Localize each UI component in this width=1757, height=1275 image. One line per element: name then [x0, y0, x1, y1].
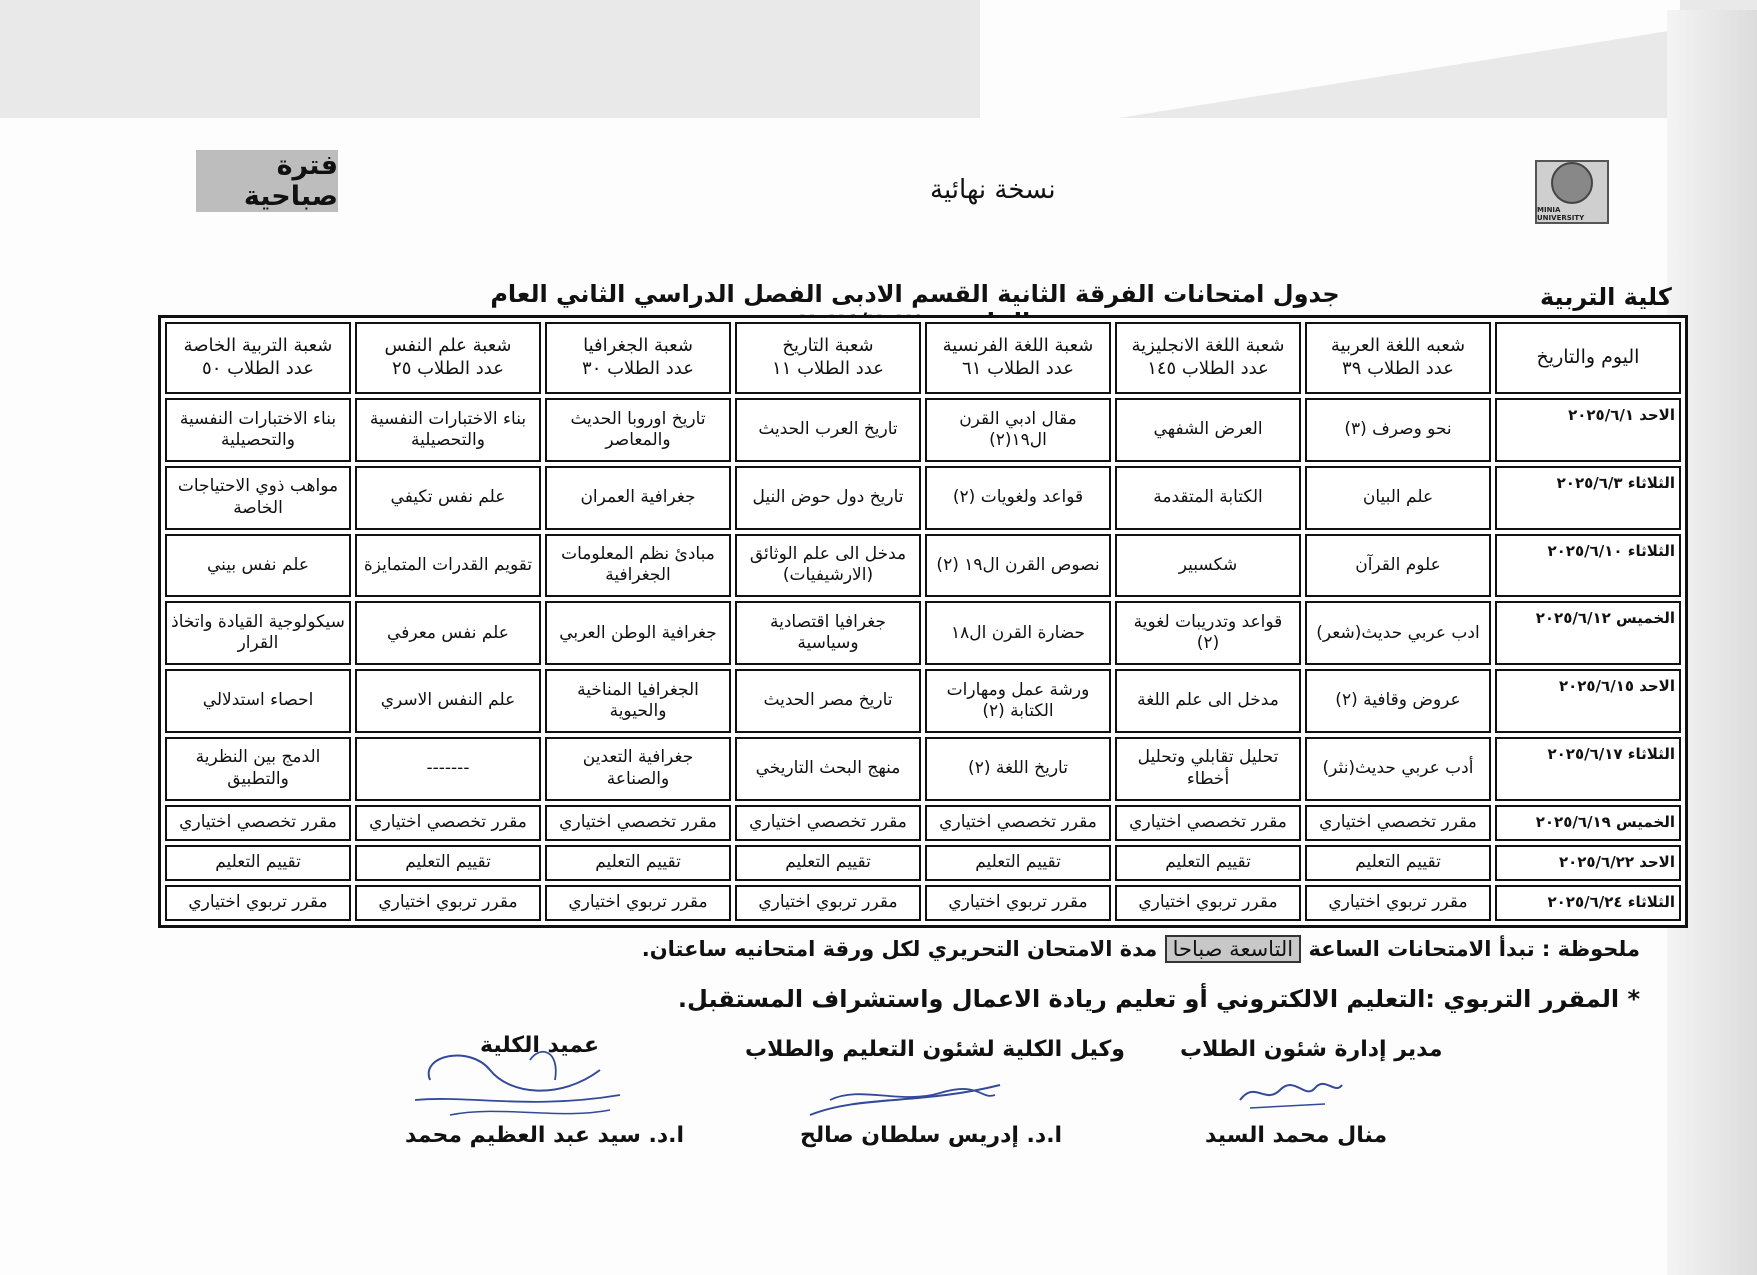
exam-date-cell: الثلاثاء ٢٠٢٥/٦/٢٤ — [1495, 885, 1681, 921]
exam-subject-cell: تقييم التعليم — [1305, 845, 1491, 881]
exam-subject-cell: تاريخ العرب الحديث — [735, 398, 921, 462]
exam-subject-cell: مواهب ذوي الاحتياجات الخاصة — [165, 466, 351, 530]
signature-title-dean: عميد الكلية — [480, 1033, 600, 1058]
exam-subject-cell: جغرافية الوطن العربي — [545, 601, 731, 665]
exam-subject-cell: علم النفس الاسري — [355, 669, 541, 733]
exam-subject-cell: تاريخ اللغة (٢) — [925, 737, 1111, 801]
signature-title-student-affairs: مدير إدارة شئون الطلاب — [1180, 1037, 1443, 1062]
exam-subject-cell: مقرر تخصصي اختياري — [925, 805, 1111, 841]
exam-subject-cell: مقرر تربوي اختياري — [355, 885, 541, 921]
schedule-title: جدول امتحانات الفرقة الثانية القسم الادبى الفصل الدراسي الثاني العام — [490, 280, 1340, 308]
exam-subject-cell: تقويم القدرات المتمايزة — [355, 534, 541, 598]
note-start-time: التاسعة صباحا — [1165, 935, 1302, 963]
exam-subject-cell: الكتابة المتقدمة — [1115, 466, 1301, 530]
logo-emblem-icon — [1551, 162, 1593, 204]
exam-subject-cell: ادب عربي حديث(شعر) — [1305, 601, 1491, 665]
column-header: شعبه اللغة العربية عدد الطلاب ٣٩ — [1305, 322, 1491, 394]
exam-subject-cell: تقييم التعليم — [545, 845, 731, 881]
column-header: شعبة علم النفس عدد الطلاب ٢٥ — [355, 322, 541, 394]
exam-subject-cell: تقييم التعليم — [1115, 845, 1301, 881]
exam-date-cell: الخميس ٢٠٢٥/٦/١٩ — [1495, 805, 1681, 841]
exam-subject-cell: تقييم التعليم — [735, 845, 921, 881]
exam-subject-cell: علم نفس معرفي — [355, 601, 541, 665]
exam-subject-cell: مقرر تربوي اختياري — [735, 885, 921, 921]
signature-name-student-affairs: منال محمد السيد — [1205, 1123, 1388, 1148]
exam-time-note — [641, 935, 1640, 963]
exam-date-cell: الثلاثاء ٢٠٢٥/٦/١٧ — [1495, 737, 1681, 801]
logo-caption: MINIA UNIVERSITY — [1537, 206, 1585, 222]
exam-date-cell: الثلاثاء ٢٠٢٥/٦/٣ — [1495, 466, 1681, 530]
exam-subject-cell: علم نفس تكيفي — [355, 466, 541, 530]
exam-subject-cell: مقرر تربوي اختياري — [925, 885, 1111, 921]
exam-date-cell: الخميس ٢٠٢٥/٦/١٢ — [1495, 601, 1681, 665]
column-header: شعبة اللغة الفرنسية عدد الطلاب ٦١ — [925, 322, 1111, 394]
exam-subject-cell: العرض الشفهي — [1115, 398, 1301, 462]
exam-date-cell: الاحد ٢٠٢٥/٦/١٥ — [1495, 669, 1681, 733]
exam-subject-cell: مقرر تربوي اختياري — [165, 885, 351, 921]
exam-subject-cell: مقرر تربوي اختياري — [1115, 885, 1301, 921]
table-row — [165, 601, 1681, 665]
exam-subject-cell: مقرر تخصصي اختياري — [355, 805, 541, 841]
exam-subject-cell: الدمج بين النظرية والتطبيق — [165, 737, 351, 801]
exam-subject-cell: علوم القرآن — [1305, 534, 1491, 598]
exam-subject-cell: تاريخ اوروبا الحديث والمعاصر — [545, 398, 731, 462]
column-header: شعبة التربية الخاصة عدد الطلاب ٥٠ — [165, 322, 351, 394]
exam-subject-cell: الجغرافيا المناخية والحيوية — [545, 669, 731, 733]
final-copy-label: نسخة نهائية — [930, 175, 1056, 205]
table-row — [165, 885, 1681, 921]
morning-period-badge: فترة صباحية — [196, 150, 338, 212]
exam-subject-cell: تاريخ دول حوض النيل — [735, 466, 921, 530]
exam-subject-cell: قواعد ولغويات (٢) — [925, 466, 1111, 530]
exam-date-cell: الاحد ٢٠٢٥/٦/٢٢ — [1495, 845, 1681, 881]
handwritten-signature-student-affairs — [1230, 1070, 1350, 1115]
exam-subject-cell: مدخل الى علم اللغة — [1115, 669, 1301, 733]
column-header: شعبة التاريخ عدد الطلاب ١١ — [735, 322, 921, 394]
table-row — [165, 737, 1681, 801]
handwritten-signature-dean — [410, 1040, 630, 1130]
table-row — [165, 669, 1681, 733]
signature-title-vice-dean: وكيل الكلية لشئون التعليم والطلاب — [745, 1037, 1125, 1062]
exam-subject-cell: تاريخ مصر الحديث — [735, 669, 921, 733]
table-row — [165, 466, 1681, 530]
column-header: شعبة اللغة الانجليزية عدد الطلاب ١٤٥ — [1115, 322, 1301, 394]
exam-date-cell: الثلاثاء ٢٠٢٥/٦/١٠ — [1495, 534, 1681, 598]
exam-subject-cell: بناء الاختبارات النفسية والتحصيلية — [165, 398, 351, 462]
exam-subject-cell: سيكولوجية القيادة واتخاذ القرار — [165, 601, 351, 665]
exam-subject-cell: عروض وقافية (٢) — [1305, 669, 1491, 733]
exam-subject-cell: تحليل تقابلي وتحليل أخطاء — [1115, 737, 1301, 801]
table-row — [165, 398, 1681, 462]
table-row — [165, 805, 1681, 841]
handwritten-signature-vice-dean — [800, 1075, 1010, 1125]
table-row — [165, 845, 1681, 881]
exam-subject-cell: ورشة عمل ومهارات الكتابة (٢) — [925, 669, 1111, 733]
exam-subject-cell: جغرافية العمران — [545, 466, 731, 530]
exam-subject-cell: نحو وصرف (٣) — [1305, 398, 1491, 462]
exam-subject-cell: جغرافية التعدين والصناعة — [545, 737, 731, 801]
exam-subject-cell: مقرر تربوي اختياري — [1305, 885, 1491, 921]
exam-subject-cell: نصوص القرن ال١٩ (٢) — [925, 534, 1111, 598]
exam-subject-cell: منهج البحث التاريخي — [735, 737, 921, 801]
exam-subject-cell: مقرر تخصصي اختياري — [1305, 805, 1491, 841]
exam-subject-cell: شكسبير — [1115, 534, 1301, 598]
university-logo — [1535, 160, 1609, 224]
exam-subject-cell: علم البيان — [1305, 466, 1491, 530]
exam-subject-cell: مقرر تخصصي اختياري — [735, 805, 921, 841]
exam-subject-cell: تقييم التعليم — [355, 845, 541, 881]
table-header-row — [165, 322, 1681, 394]
date-column-header: اليوم والتاريخ — [1495, 322, 1681, 394]
exam-subject-cell: قواعد وتدريبات لغوية (٢) — [1115, 601, 1301, 665]
exam-schedule-table — [158, 315, 1688, 928]
note-text-end: مدة الامتحان التحريري لكل ورقة امتحانيه ساعتان. — [641, 937, 1158, 961]
exam-subject-cell: مقرر تربوي اختياري — [545, 885, 731, 921]
exam-subject-cell: مقرر تخصصي اختياري — [165, 805, 351, 841]
note-text-start: ملحوظة : تبدأ الامتحانات الساعة — [1308, 937, 1640, 961]
exam-subject-cell: تقييم التعليم — [165, 845, 351, 881]
exam-subject-cell: احصاء استدلالي — [165, 669, 351, 733]
exam-subject-cell: ------- — [355, 737, 541, 801]
exam-subject-cell: مقرر تخصصي اختياري — [545, 805, 731, 841]
column-header: شعبة الجغرافيا عدد الطلاب ٣٠ — [545, 322, 731, 394]
exam-subject-cell: بناء الاختبارات النفسية والتحصيلية — [355, 398, 541, 462]
exam-subject-cell: مدخل الى علم الوثائق (الارشيفيات) — [735, 534, 921, 598]
exam-subject-cell: علم نفس بيني — [165, 534, 351, 598]
exam-subject-cell: حضارة القرن ال١٨ — [925, 601, 1111, 665]
signature-name-vice-dean: ا.د. إدريس سلطان صالح — [800, 1123, 1063, 1148]
exam-subject-cell: جغرافيا اقتصادية وسياسية — [735, 601, 921, 665]
faculty-name: كلية التربية — [1540, 283, 1672, 311]
exam-subject-cell: مقرر تخصصي اختياري — [1115, 805, 1301, 841]
signature-name-dean: ا.د. سيد عبد العظيم محمد — [405, 1123, 685, 1148]
exam-subject-cell: مقال ادبي القرن ال١٩(٢) — [925, 398, 1111, 462]
exam-date-cell: الاحد ٢٠٢٥/٦/١ — [1495, 398, 1681, 462]
exam-subject-cell: أدب عربي حديث(نثر) — [1305, 737, 1491, 801]
exam-subject-cell: تقييم التعليم — [925, 845, 1111, 881]
education-course-note: * المقرر التربوي :التعليم الالكتروني أو تعليم ريادة الاعمال واستشراف المستقبل. — [677, 985, 1640, 1013]
exam-subject-cell: مبادئ نظم المعلومات الجغرافية — [545, 534, 731, 598]
table-row — [165, 534, 1681, 598]
